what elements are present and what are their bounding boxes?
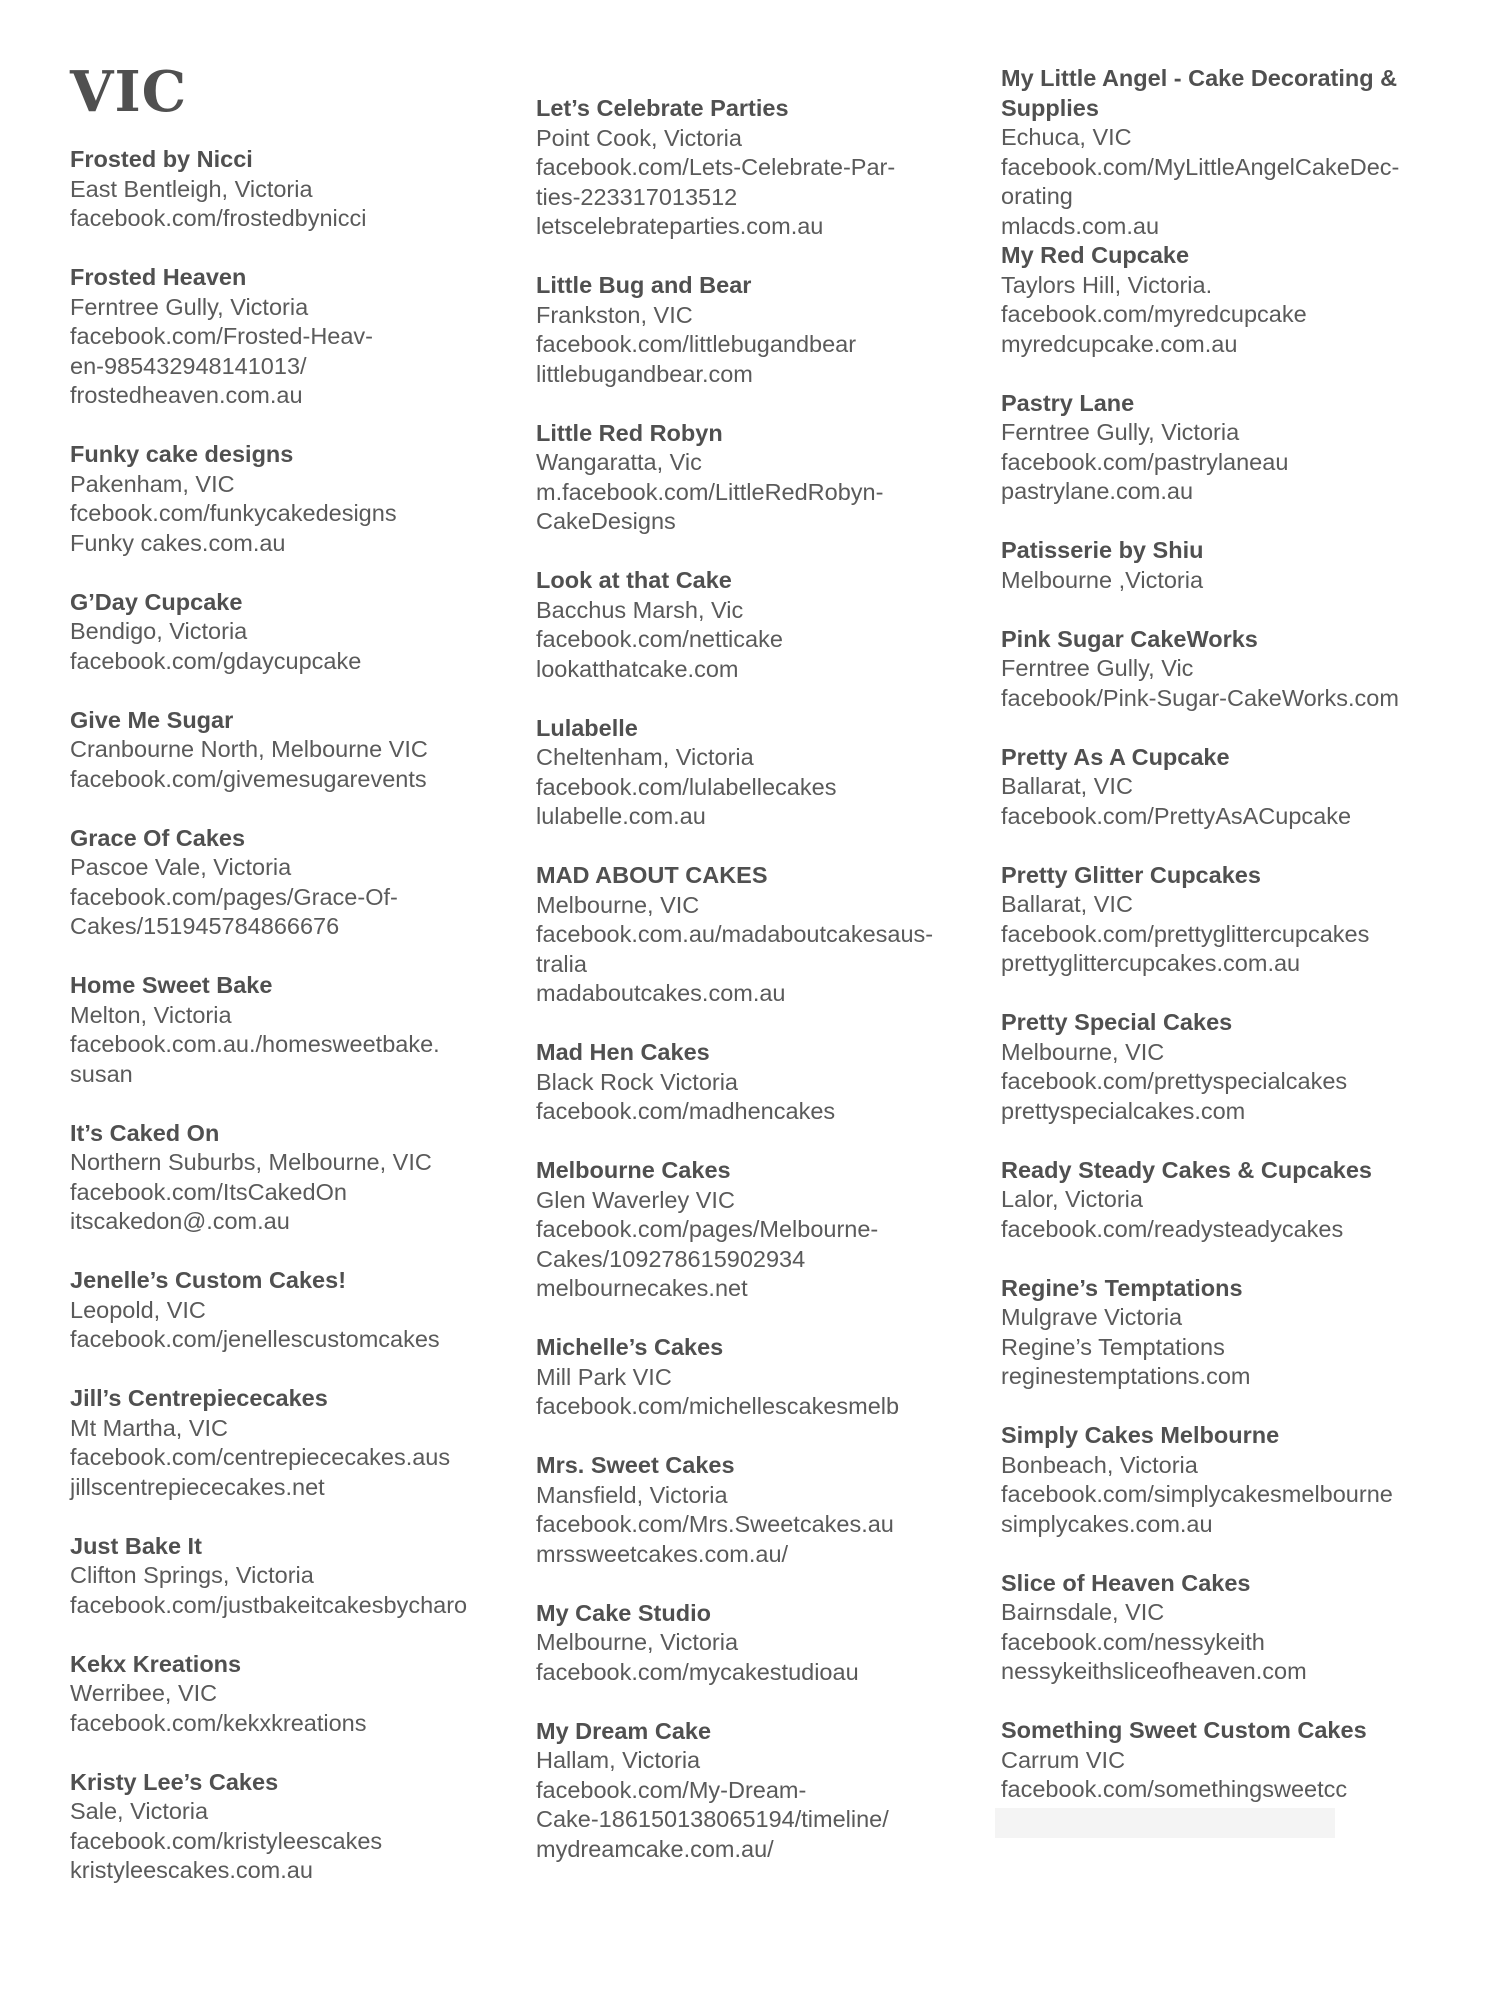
entry-detail-line: Northern Suburbs, Melbourne, VIC [70, 1149, 432, 1175]
directory-entry [536, 419, 976, 537]
business-name: Funky cake designs [70, 441, 294, 467]
directory-entry [536, 1717, 976, 1865]
business-name: Lulabelle [536, 714, 638, 741]
directory-column-2 [536, 94, 976, 1894]
entry-detail-line: facebook.com.au/madaboutcakesaus- [536, 921, 934, 947]
directory-entry [70, 440, 510, 558]
entry-detail-line: mlacds.com.au [1001, 212, 1160, 239]
entry-detail-line: Taylors Hill, Victoria. [1001, 271, 1213, 298]
entry-detail-line: frostedheaven.com.au [70, 382, 303, 408]
directory-entry [536, 1451, 976, 1569]
entry-detail-line: facebook.com/somethingsweetcc [1001, 1776, 1348, 1802]
business-name: Pretty Glitter Cupcakes [1001, 861, 1261, 888]
directory-entry [70, 1119, 510, 1237]
entry-detail-line: Bendigo, Victoria [70, 618, 248, 644]
directory-entry [1001, 743, 1441, 832]
entry-detail-line: mrssweetcakes.com.au/ [536, 1540, 789, 1567]
entry-detail-line: tralia [536, 950, 587, 977]
entry-detail-line: littlebugandbear.com [536, 360, 753, 387]
entry-detail-line: prettyglittercupcakes.com.au [1001, 950, 1301, 976]
directory-entry [70, 1768, 510, 1886]
directory-entry [536, 1156, 976, 1304]
entry-detail-line: Ferntree Gully, Victoria [70, 293, 309, 320]
entry-detail-line: facebook.com/justbakeitcakesbycharo [70, 1591, 468, 1618]
entry-detail-line: facebook.com/Frosted-Heav- [70, 323, 374, 349]
business-name: Let’s Celebrate Parties [536, 95, 789, 121]
business-name: Jenelle’s Custom Cakes! [70, 1267, 347, 1293]
directory-entry [536, 1038, 976, 1127]
entry-detail-line: jillscentrepiececakes.net [70, 1473, 325, 1500]
entry-detail-line: reginestemptations.com [1001, 1363, 1251, 1389]
blank-placeholder-box [995, 1808, 1335, 1838]
page-title: VIC [70, 59, 188, 125]
business-name: Grace Of Cakes [70, 824, 246, 851]
directory-entry [70, 1266, 510, 1355]
entry-detail-line: Cranbourne North, Melbourne VIC [70, 736, 428, 762]
entry-detail-line: facebook.com/kristyleescakes [70, 1827, 383, 1854]
entry-detail-line: facebook.com/readysteadycakes [1001, 1215, 1344, 1242]
business-name: Slice of Heaven Cakes [1001, 1569, 1251, 1596]
directory-column-1 [70, 145, 510, 1915]
entry-detail-line: Bacchus Marsh, Vic [536, 596, 744, 623]
entry-detail-line: East Bentleigh, Victoria [70, 175, 313, 202]
entry-detail-line: myredcupcake.com.au [1001, 330, 1238, 357]
business-name: Kristy Lee’s Cakes [70, 1768, 279, 1795]
entry-detail-line: Sale, Victoria [70, 1798, 209, 1824]
entry-detail-line: facebook.com/MyLittleAngelCakeDec- [1001, 153, 1400, 180]
business-name: Something Sweet Custom Cakes [1001, 1717, 1367, 1743]
business-name: Regine’s Temptations [1001, 1274, 1243, 1301]
directory-entry [70, 971, 510, 1089]
business-name-continued: Supplies [1001, 94, 1099, 121]
entry-detail-line: facebook.com/jenellescustomcakes [70, 1326, 440, 1352]
business-name: Frosted Heaven [70, 264, 247, 290]
entry-detail-line: Mansfield, Victoria [536, 1481, 728, 1508]
entry-detail-line: Pascoe Vale, Victoria [70, 854, 292, 880]
business-name: Jill’s Centrepiececakes [70, 1385, 328, 1411]
entry-detail-line: simplycakes.com.au [1001, 1510, 1213, 1537]
entry-detail-line: lookatthatcake.com [536, 655, 739, 682]
directory-entry [1001, 536, 1441, 595]
directory-entry [1001, 861, 1441, 979]
entry-detail-line: Cake-186150138065194/timeline/ [536, 1806, 889, 1832]
entry-detail-line: Cakes/151945784866676 [70, 913, 340, 939]
entry-detail-line: facebook.com/pages/Melbourne- [536, 1216, 879, 1242]
entry-detail-line: Cheltenham, Victoria [536, 744, 754, 770]
entry-detail-line: Ferntree Gully, Victoria [1001, 419, 1240, 445]
business-name: Home Sweet Bake [70, 972, 273, 998]
entry-detail-line: mydreamcake.com.au/ [536, 1835, 774, 1862]
entry-detail-line: facebook.com/simplycakesmelbourne [1001, 1481, 1393, 1507]
entry-detail-line: facebook.com/kekxkreations [70, 1709, 367, 1736]
entry-detail-line: Wangaratta, Vic [536, 449, 702, 475]
business-name: Pink Sugar CakeWorks [1001, 625, 1258, 652]
entry-detail-line: Clifton Springs, Victoria [70, 1562, 314, 1588]
directory-entry [70, 1650, 510, 1739]
directory-entry [536, 1333, 976, 1422]
business-name: Ready Steady Cakes & Cupcakes [1001, 1156, 1372, 1183]
entry-detail-line: facebook.com/lulabellecakes [536, 773, 837, 800]
entry-detail-line: melbournecakes.net [536, 1275, 748, 1301]
entry-detail-line: Point Cook, Victoria [536, 124, 742, 151]
directory-entry [1001, 1156, 1441, 1245]
directory-entry [70, 1384, 510, 1502]
directory-entry [1001, 625, 1441, 714]
entry-detail-line: facebook.com/prettyspecialcakes [1001, 1068, 1348, 1094]
directory-entry [536, 271, 976, 389]
entry-detail-line: Pakenham, VIC [70, 470, 235, 497]
business-name: Michelle’s Cakes [536, 1334, 724, 1360]
entry-detail-line: Glen Waverley VIC [536, 1186, 735, 1213]
entry-detail-line: en-985432948141013/ [70, 352, 307, 379]
entry-detail-line: facebook.com/pages/Grace-Of- [70, 883, 398, 910]
entry-detail-line: Hallam, Victoria [536, 1747, 701, 1773]
business-name: Mad Hen Cakes [536, 1039, 710, 1065]
business-name: Little Red Robyn [536, 419, 723, 446]
directory-column-3 [1001, 64, 1441, 1838]
entry-detail-line: ties-223317013512 [536, 183, 738, 210]
business-name: Little Bug and Bear [536, 272, 752, 298]
entry-detail-line: facebook.com/centrepiececakes.aus [70, 1444, 451, 1470]
entry-detail-line: Mill Park VIC [536, 1363, 672, 1390]
entry-detail-line: Melbourne, Victoria [536, 1629, 739, 1655]
entry-detail-line: facebook.com/littlebugandbear [536, 331, 857, 357]
entry-detail-line: Melbourne ,Victoria [1001, 566, 1204, 593]
entry-detail-line: facebook.com/michellescakesmelb [536, 1393, 900, 1419]
entry-detail-line: Lalor, Victoria [1001, 1186, 1143, 1212]
entry-detail-line: Bairnsdale, VIC [1001, 1599, 1165, 1625]
entry-detail-line: Funky cakes.com.au [70, 529, 286, 556]
entry-detail-line: lulabelle.com.au [536, 803, 706, 829]
entry-detail-line: susan [70, 1060, 133, 1087]
directory-entry [1001, 1716, 1441, 1805]
entry-detail-line: CakeDesigns [536, 508, 676, 534]
entry-detail-line: itscakedon@.com.au [70, 1208, 290, 1234]
business-name: Melbourne Cakes [536, 1157, 731, 1183]
entry-detail-line: pastrylane.com.au [1001, 478, 1194, 504]
entry-detail-line: facebook.com/givemesugarevents [70, 765, 427, 792]
business-name: G’Day Cupcake [70, 588, 243, 615]
directory-entry [1001, 1008, 1441, 1126]
entry-detail-line: Melton, Victoria [70, 1001, 232, 1028]
directory-entry [1001, 1421, 1441, 1539]
entry-detail-line: facebook.com/prettyglittercupcakes [1001, 920, 1370, 947]
entry-detail-line: facebook.com/pastrylaneau [1001, 448, 1289, 475]
business-name: My Red Cupcake [1001, 242, 1190, 268]
directory-entry [70, 588, 510, 677]
business-name: Mrs. Sweet Cakes [536, 1452, 735, 1478]
entry-detail-line: facebook.com/madhencakes [536, 1098, 836, 1124]
entry-detail-line: Black Rock Victoria [536, 1068, 738, 1095]
business-name: Give Me Sugar [70, 706, 234, 733]
entry-detail-line: facebook.com/ItsCakedOn [70, 1178, 347, 1205]
business-name: Simply Cakes Melbourne [1001, 1422, 1280, 1448]
directory-entry [70, 145, 510, 234]
entry-detail-line: Melbourne, VIC [536, 891, 700, 918]
entry-detail-line: Werribee, VIC [70, 1680, 218, 1706]
entry-detail-line: Mulgrave Victoria [1001, 1304, 1183, 1330]
entry-detail-line: Regine’s Temptations [1001, 1333, 1225, 1360]
directory-entry [536, 861, 976, 1009]
business-name: MAD ABOUT CAKES [536, 862, 768, 888]
business-name: My Little Angel - Cake Decorating & [1001, 65, 1398, 91]
business-name: Just Bake It [70, 1532, 202, 1559]
entry-detail-line: Ballarat, VIC [1001, 891, 1133, 917]
entry-detail-line: facebook.com/Mrs.Sweetcakes.au [536, 1511, 894, 1537]
entry-detail-line: Melbourne, VIC [1001, 1038, 1165, 1065]
entry-detail-line: facebook.com/frostedbynicci [70, 205, 367, 231]
entry-detail-line: Bonbeach, Victoria [1001, 1451, 1198, 1478]
entry-detail-line: Mt Martha, VIC [70, 1414, 229, 1441]
business-name: Kekx Kreations [70, 1650, 242, 1677]
entry-detail-line: m.facebook.com/LittleRedRobyn- [536, 478, 884, 505]
business-name: Frosted by Nicci [70, 146, 253, 172]
directory-entry [1001, 64, 1441, 241]
entry-detail-line: Cakes/109278615902934 [536, 1245, 806, 1272]
entry-detail-line: nessykeithsliceofheaven.com [1001, 1658, 1307, 1684]
directory-entry [536, 1599, 976, 1688]
directory-entry [70, 263, 510, 411]
entry-detail-line: facebook/Pink-Sugar-CakeWorks.com [1001, 684, 1399, 711]
directory-entry [70, 706, 510, 795]
directory-entry [1001, 389, 1441, 507]
entry-detail-line: facebook.com/My-Dream- [536, 1776, 807, 1803]
entry-detail-line: fcebook.com/funkycakedesigns [70, 500, 397, 526]
business-name: It’s Caked On [70, 1119, 220, 1146]
business-name: My Cake Studio [536, 1599, 711, 1626]
entry-detail-line: facebook.com/myredcupcake [1001, 301, 1307, 327]
entry-detail-line: prettyspecialcakes.com [1001, 1097, 1246, 1124]
entry-detail-line: facebook.com.au./homesweetbake. [70, 1031, 440, 1057]
directory-entry [70, 1532, 510, 1621]
directory-entry [536, 94, 976, 242]
entry-detail-line: Ferntree Gully, Vic [1001, 655, 1194, 681]
entry-detail-line: kristyleescakes.com.au [70, 1857, 313, 1883]
entry-detail-line: facebook.com/nessykeith [1001, 1628, 1265, 1655]
directory-entry [1001, 241, 1441, 359]
entry-detail-line: orating [1001, 183, 1073, 209]
entry-detail-line: Ballarat, VIC [1001, 773, 1133, 799]
business-name: Pretty Special Cakes [1001, 1009, 1233, 1035]
entry-detail-line: facebook.com/gdaycupcake [70, 647, 362, 674]
directory-entry [1001, 1569, 1441, 1687]
entry-detail-line: letscelebrateparties.com.au [536, 213, 824, 239]
directory-entry [1001, 1274, 1441, 1392]
entry-detail-line: facebook.com/Lets-Celebrate-Par- [536, 154, 896, 180]
entry-detail-line: Carrum VIC [1001, 1746, 1126, 1773]
entry-detail-line: facebook.com/netticake [536, 626, 783, 652]
business-name: My Dream Cake [536, 1717, 712, 1744]
entry-detail-line: Frankston, VIC [536, 301, 693, 328]
entry-detail-line: madaboutcakes.com.au [536, 980, 786, 1006]
entry-detail-line: Leopold, VIC [70, 1296, 206, 1323]
business-name: Pretty As A Cupcake [1001, 743, 1230, 770]
entry-detail-line: Echuca, VIC [1001, 124, 1132, 150]
entry-detail-line: facebook.com/mycakestudioau [536, 1658, 859, 1685]
entry-detail-line: facebook.com/PrettyAsACupcake [1001, 802, 1352, 829]
directory-entry [70, 824, 510, 942]
directory-entry [536, 566, 976, 684]
business-name: Patisserie by Shiu [1001, 537, 1204, 563]
directory-entry [536, 714, 976, 832]
business-name: Pastry Lane [1001, 389, 1135, 416]
business-name: Look at that Cake [536, 567, 732, 593]
